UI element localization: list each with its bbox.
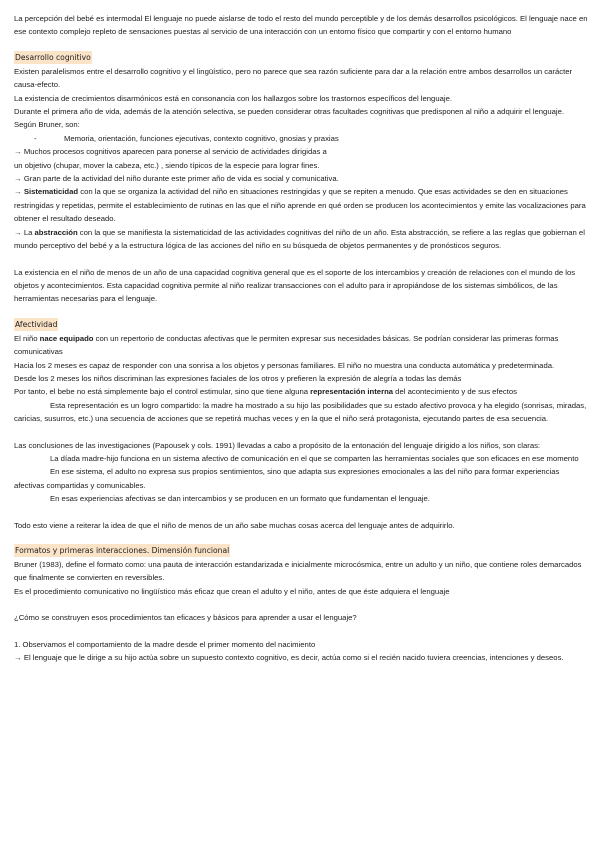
- arrow-paragraph: [14, 226, 588, 253]
- text-run: del acontecimiento y de sus efectos: [393, 387, 517, 397]
- arrow-text: con la que se manifiesta la sistematicidad de las actividades cognitivas del niño de un año. Esta abstracción, se refiere a las reglas que gobiernan el mundo perceptivo del bebé y a la estructura lógica de las acciones del niño en su búsqueda de objetos permanentes y de pronósticos seguros.: [14, 227, 585, 251]
- paragraph: La existencia en el niño de menos de un año de una capacidad cognitiva general que es el soporte de los intercambios y creación de relaciones con el mundo de los objetos y acontecimientos. Esta capacidad cognitiva permite al niño realizar transacciones con el adulto para ir apropiándose de los sistemas simbólicos, de las herramientas necesarias para el lenguaje.: [14, 267, 576, 304]
- paragraph: Desde los 2 meses los niños discriminan las expresiones faciales de los otros y prefieren la expresión de alegría a todas las demás: [14, 373, 462, 383]
- arrow-line: → Muchos procesos cognitivos aparecen para ponerse al servicio de actividades dirigidas a: [14, 147, 327, 157]
- arrow-paragraph: [14, 185, 588, 225]
- paragraph: Existen paralelismos entre el desarrollo cognitivo y el lingüístico, pero no parece que sea razón suficiente para dar a la relación entre ambos desarrollos un carácter causa-efecto.: [14, 66, 573, 90]
- paragraph: [14, 332, 588, 359]
- paragraph: La díada madre-hijo funciona en un sistema afectivo de comunicación en el que se comparten las herramientas sociales que son eficaces en ese momento: [50, 453, 579, 463]
- arrow-text: con la que se organiza la actividad del niño en situaciones restringidas y que se repiten a menudo. Que esas actividades se den en situaciones restringidas y repetidas, permite el establecimiento de rutinas en las que el niño aprende en qué orden se producen los acontecimientos y emite las vocalizaciones para obtener el resultado deseado.: [14, 187, 586, 224]
- arrow-paragraph: → El lenguaje que le dirige a su hijo actúa sobre un supuesto contexto cognitivo, es decir, actúa como si el recién nacido tuviera creencias, intenciones y deseos.: [14, 653, 564, 663]
- paragraph: La existencia de crecimientos disarmónicos está en consonancia con los hallazgos sobre los trastornos específicos del lenguaje.: [14, 93, 453, 103]
- section-heading-formats: Formatos y primeras interacciones. Dimensión funcional: [15, 546, 230, 555]
- paragraph: Durante el primera año de vida, además de la atención selectiva, se pueden considerar otras facultades cognitivas que predisponen al niño a adquirir el lenguaje. Según Bruner, son:: [14, 107, 565, 130]
- numbered-line: 1. Observamos el comportamiento de la madre desde el primer momento del nacimiento: [14, 639, 316, 649]
- arrow-prefix: →: [14, 187, 24, 197]
- paragraph: Todo esto viene a reiterar la idea de que el niño de menos de un año sabe muchas cosas acerca del lenguaje antes de adquirirlo.: [14, 520, 455, 530]
- bold-term: representación interna: [310, 387, 394, 397]
- question: ¿Cómo se construyen esos procedimientos tan eficaces y básicos para aprender a usar el lenguaje?: [14, 613, 357, 623]
- bold-term: nace equipado: [39, 333, 94, 343]
- text-run: Por tanto, el bebe no está simplemente bajo el control estimular, sino que tiene alguna: [14, 387, 311, 397]
- intro-paragraph: La percepción del bebé es intermodal El lenguaje no puede aislarse de todo el resto del mundo perceptible y de los demás desarrollos psicológicos. El lenguaje nace en ese contexto complejo repleto de sensaciones puestas al servicio de una interacción con un entorno físico que compartir y con el entorno humano: [14, 14, 588, 37]
- arrow-line: → Gran parte de la actividad del niño durante este primer año de vida es social y comunicativa.: [14, 174, 339, 184]
- section-heading-cognitive: Desarrollo cognitivo: [15, 52, 91, 62]
- paragraph: Es el procedimiento comunicativo no lingüístico más eficaz que crean el adulto y el niño, antes de que éste adquiera el lenguaje: [14, 586, 450, 596]
- bold-term: Sistematicidad: [23, 187, 79, 197]
- arrow-line-cont: un objetivo (chupar, mover la cabeza, etc.) , siendo típicos de la especie para lograr fines.: [14, 160, 320, 170]
- bold-term: abstracción: [34, 227, 78, 237]
- paragraph: Las conclusiones de las investigaciones (Papousek y cols. 1991) llevadas a cabo a propósito de la entonación del lenguaje dirigido a los niños, son claras:: [14, 440, 541, 450]
- paragraph: Esta representación es un logro compartido: la madre ha mostrado a su hijo las posibilidades que su estado afectivo provoca y ha elegido (sonrisas, miradas, caricias, susurros, etc.) una secuencia de acciones que se repetirá muchas veces y en la que el niño será protagonista, ejecutando partes de esa secuencia.: [14, 400, 587, 424]
- text-run: El niño: [14, 333, 40, 343]
- text-run: con un repertorio de conductas afectivas que le permiten expresar sus necesidades básicas. Se podrían considerar las primeras formas comunicativas: [14, 333, 559, 357]
- paragraph: En esas experiencias afectivas se dan intercambios y se producen en un formato que fundamentan el lenguaje.: [50, 494, 430, 504]
- bullet-dash: -: [34, 133, 37, 143]
- bullet-item: [14, 132, 588, 145]
- paragraph: Bruner (1983), define el formato como: una pauta de interacción estandarizada e inicialmente microcósmica, entre un adulto y un niño, que contiene roles demarcados que finalmente se convierten en reversibles.: [14, 560, 582, 583]
- document-page: [14, 12, 588, 664]
- bullet-text: Memoria, orientación, funciones ejecutivas, contexto cognitivo, gnosias y praxias: [64, 133, 339, 143]
- paragraph: En ese sistema, el adulto no expresa sus propios sentimientos, sino que adapta sus expresiones emocionales a las del niño para formar experiencias afectivas compartidas y comunicables.: [14, 467, 560, 490]
- paragraph: Hacia los 2 meses es capaz de responder con una sonrisa a los objetos y personas familiares. El niño no muestra una conducta automática y predeterminada.: [14, 360, 555, 370]
- paragraph: [14, 385, 588, 398]
- arrow-prefix: → La: [14, 227, 35, 237]
- section-heading-affectivity: Afectividad: [15, 319, 58, 329]
